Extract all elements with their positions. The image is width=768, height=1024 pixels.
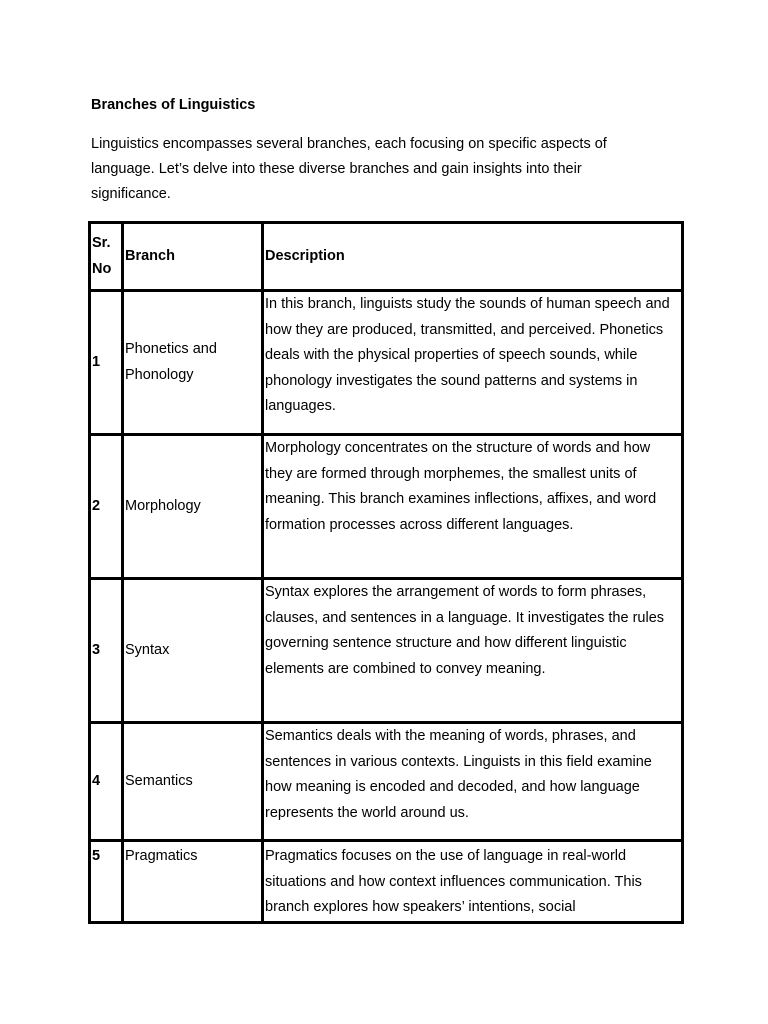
header-branch: Branch	[123, 223, 263, 291]
table-row	[90, 579, 683, 723]
intro-paragraph: Linguistics encompasses several branches, each focusing on specific aspects of language. Let’s delve into these diverse branches and gain insights into their significance.	[91, 136, 607, 202]
row-sr-number: 3	[90, 579, 123, 723]
row-branch-name: Morphology	[123, 435, 263, 579]
header-description: Description	[263, 223, 683, 291]
row-sr-number: 5	[90, 841, 123, 923]
table-row	[90, 841, 683, 923]
row-sr-number: 1	[90, 291, 123, 435]
header-sr-no: Sr. No	[90, 223, 123, 291]
row-branch-name: Syntax	[123, 579, 263, 723]
row-description: In this branch, linguists study the sounds of human speech and how they are produced, transmitted, and perceived. Phonetics deals with the physical properties of speech sounds, while phonology investigates the sound patterns and systems in languages.	[263, 291, 683, 435]
row-branch-name: Pragmatics	[123, 841, 263, 923]
row-sr-number: 4	[90, 723, 123, 841]
table-row	[90, 435, 683, 579]
row-sr-number: 2	[90, 435, 123, 579]
row-branch-name: Semantics	[123, 723, 263, 841]
row-description: Pragmatics focuses on the use of language in real-world situations and how context influences communication. This branch explores how speakers’ intentions, social	[263, 841, 683, 923]
branches-table	[88, 221, 684, 924]
row-description: Semantics deals with the meaning of words, phrases, and sentences in various contexts. Linguists in this field examine how meaning is encoded and decoded, and how language represents the world around us.	[263, 723, 683, 841]
row-branch-name: Phonetics and Phonology	[123, 291, 263, 435]
row-description: Syntax explores the arrangement of words to form phrases, clauses, and sentences in a language. It investigates the rules governing sentence structure and how different linguistic elements are combined to convey meaning.	[263, 579, 683, 723]
table-header-row	[90, 223, 683, 291]
page-title: Branches of Linguistics	[91, 97, 256, 113]
table-row	[90, 291, 683, 435]
table-row	[90, 723, 683, 841]
row-description: Morphology concentrates on the structure of words and how they are formed through morphemes, the smallest units of meaning. This branch examines inflections, affixes, and word formation processes across different languages.	[263, 435, 683, 579]
